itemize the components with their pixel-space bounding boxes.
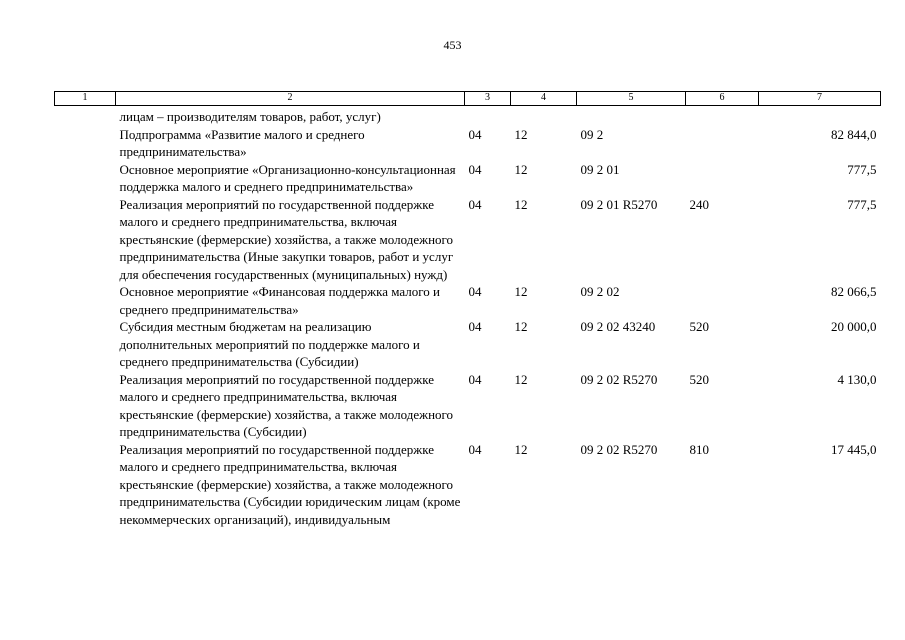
cell-target-code: 09 2 02 R5270 — [580, 371, 658, 387]
cell-amount: 777,5 — [847, 161, 877, 177]
cell-subsection: 12 — [514, 371, 528, 387]
cell-expense-type: 810 — [689, 441, 709, 457]
cell-target-code: 09 2 — [580, 126, 604, 142]
cell-expense-type — [686, 106, 759, 126]
cell-expense-type: 520 — [689, 371, 709, 387]
cell-name: Реализация мероприятий по государственной поддержке малого и среднего предпринимательства, включая крестьянские (фермерские) хозяйства, а также молодежного предпринимательства (Иные закупки товаров, работ и услуг для обеспечения государственных (муниципальных) нужд) — [119, 196, 454, 282]
cell-section — [465, 106, 511, 126]
table-row — [55, 371, 881, 441]
cell-col1 — [55, 441, 116, 529]
column-header-5: 5 — [577, 92, 686, 106]
cell-section: 04 — [468, 161, 482, 177]
cell-expense-type: 520 — [689, 319, 709, 334]
cell-subsection — [511, 106, 577, 126]
column-header-7: 7 — [759, 92, 881, 106]
cell-name: Реализация мероприятий по государственной поддержке малого и среднего предпринимательства, включая крестьянские (фермерские) хозяйства, а также молодежного предпринимательства (Субсидии юридическим лицам (кроме некоммерческих организаций), индивидуальным — [119, 441, 461, 527]
cell-col1 — [55, 126, 116, 161]
cell-section: 04 — [468, 371, 482, 387]
cell-name: Субсидия местным бюджетам на реализацию дополнительных мероприятий по поддержке малого и среднего предпринимательства (Субсидии) — [119, 319, 420, 369]
cell-name: лицам – производителям товаров, работ, услуг) — [119, 109, 381, 124]
cell-subsection: 12 — [514, 161, 528, 177]
cell-name: Основное мероприятие «Финансовая поддержка малого и среднего предпринимательства» — [119, 284, 441, 317]
column-header-1: 1 — [55, 92, 116, 106]
cell-section: 04 — [468, 126, 482, 142]
cell-target-code: 09 2 02 43240 — [580, 319, 656, 334]
cell-amount: 4 130,0 — [837, 371, 877, 387]
table-row — [55, 441, 881, 529]
table-row — [55, 283, 881, 318]
cell-section: 04 — [468, 284, 482, 299]
cell-target-code: 09 2 02 — [580, 284, 620, 299]
cell-amount: 82 066,5 — [831, 284, 877, 299]
cell-target-code: 09 2 01 R5270 — [580, 196, 658, 212]
cell-name: Подпрограмма «Развитие малого и среднего предпринимательства» — [119, 126, 365, 159]
column-number-header-row — [55, 92, 881, 106]
table-row — [55, 126, 881, 161]
cell-section: 04 — [468, 441, 482, 457]
cell-section: 04 — [468, 196, 482, 212]
table-row — [55, 161, 881, 196]
cell-subsection: 12 — [514, 284, 528, 299]
cell-section: 04 — [468, 319, 482, 334]
cell-subsection: 12 — [514, 196, 528, 212]
cell-col1 — [55, 196, 116, 284]
cell-col1 — [55, 318, 116, 371]
cell-target-code — [577, 106, 686, 126]
cell-target-code: 09 2 01 — [580, 161, 620, 177]
cell-col1 — [55, 106, 116, 126]
cell-subsection: 12 — [514, 441, 528, 457]
column-header-3: 3 — [465, 92, 511, 106]
cell-expense-type — [686, 126, 759, 161]
cell-amount: 777,5 — [847, 196, 877, 212]
cell-expense-type — [686, 161, 759, 196]
budget-table — [54, 91, 881, 528]
column-header-4: 4 — [511, 92, 577, 106]
cell-amount: 17 445,0 — [831, 441, 877, 457]
cell-col1 — [55, 371, 116, 441]
column-header-2: 2 — [116, 92, 465, 106]
table-row — [55, 196, 881, 284]
cell-amount: 20 000,0 — [831, 319, 877, 334]
table-row — [55, 106, 881, 126]
cell-col1 — [55, 161, 116, 196]
cell-expense-type — [686, 283, 759, 318]
column-header-6: 6 — [686, 92, 759, 106]
cell-amount — [759, 106, 881, 126]
cell-name: Реализация мероприятий по государственной поддержке малого и среднего предпринимательства, включая крестьянские (фермерские) хозяйства, а также молодежного предпринимательства (Субсидии) — [119, 371, 454, 439]
cell-subsection: 12 — [514, 319, 528, 334]
table-row — [55, 318, 881, 371]
cell-subsection: 12 — [514, 126, 528, 142]
page-number: 453 — [443, 38, 462, 52]
cell-name: Основное мероприятие «Организационно-консультационная поддержка малого и среднего предпринимательства» — [119, 161, 456, 194]
cell-col1 — [55, 283, 116, 318]
cell-expense-type: 240 — [689, 196, 709, 212]
cell-amount: 82 844,0 — [831, 126, 877, 142]
cell-target-code: 09 2 02 R5270 — [580, 441, 658, 457]
